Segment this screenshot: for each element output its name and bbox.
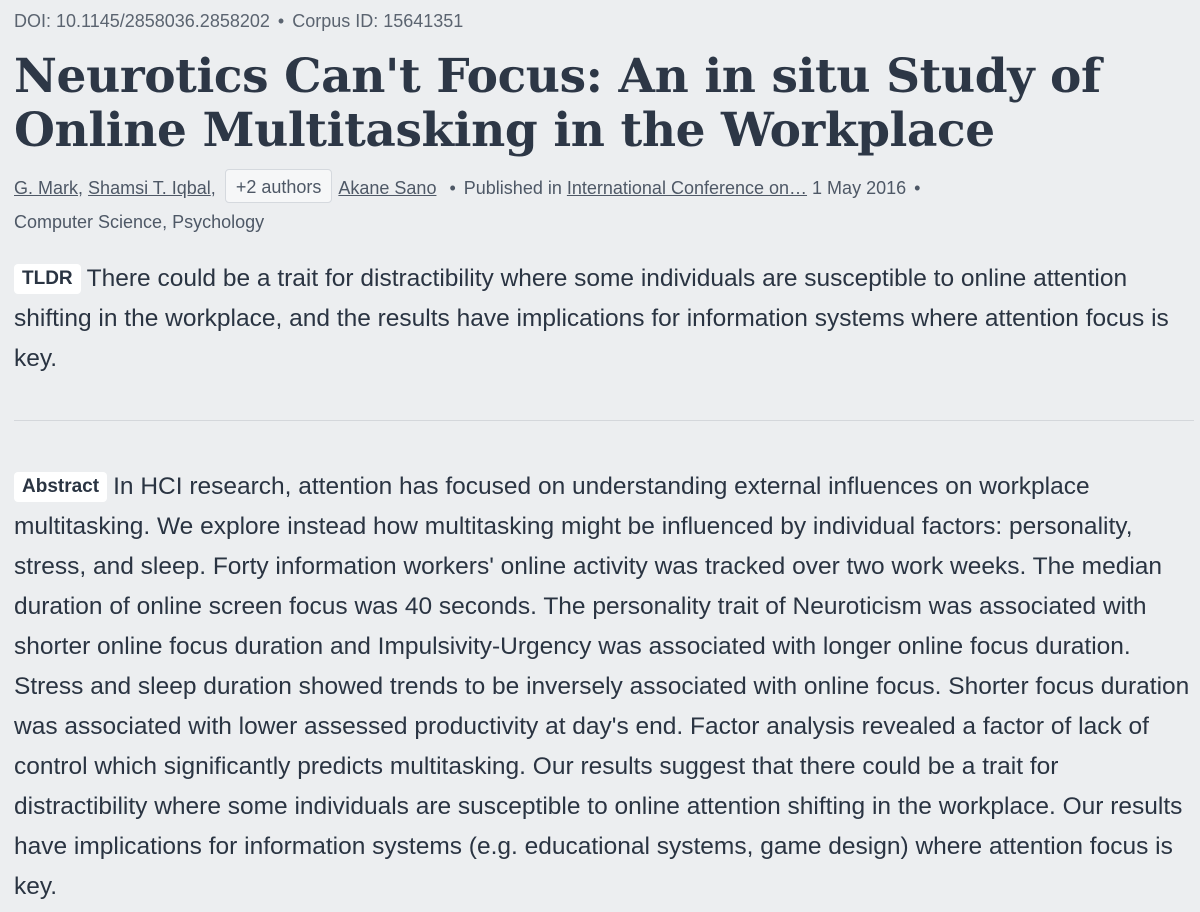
tldr-section (14, 259, 1194, 379)
published-label: Published in (463, 178, 562, 198)
section-divider (14, 420, 1194, 421)
author-list (14, 171, 1194, 239)
publication-date: 1 May 2016 (812, 178, 907, 198)
author-link-mark[interactable]: G. Mark (14, 178, 79, 198)
abstract-section (14, 467, 1194, 907)
author-comma: , (78, 178, 84, 198)
separator-dot: • (914, 178, 921, 198)
tldr-badge: TLDR (14, 264, 81, 294)
abstract-badge: Abstract (14, 472, 107, 502)
separator-dot: • (449, 178, 456, 198)
author-link-iqbal[interactable]: Shamsi T. Iqbal (88, 178, 211, 198)
more-authors-button[interactable]: +2 authors (225, 169, 333, 203)
doi-text[interactable]: DOI: 10.1145/2858036.2858202 (14, 11, 270, 31)
author-link-sano[interactable]: Akane Sano (338, 178, 437, 198)
venue-link[interactable]: International Conference on… (566, 178, 808, 198)
abstract-text: In HCI research, attention has focused on understanding external influences on workplace multitasking. We explore instead how multitasking might be influenced by individual factors: personality, stress, and sleep. Forty information workers' online activity was tracked over two work weeks. The median duration of online screen focus was 40 seconds. The personality trait of Neuroticism was associated with shorter online focus duration and Impulsivity-Urgency was associated with longer online focus duration. Stress and sleep duration showed trends to be inversely associated with online focus. Shorter focus duration was associated with lower assessed productivity at day's end. Factor analysis revealed a factor of lack of control which significantly predicts multitasking. Our results suggest that there could be a trait for distractibility where some individuals are susceptible to online attention shifting in the workplace. Our results have implications for information systems (e.g. educational systems, game design) where attention focus is key. (14, 473, 1190, 900)
corpus-id: Corpus ID: 15641351 (292, 11, 464, 31)
paper-title: Neurotics Can't Focus: An in situ Study of Online Multitasking in the Workplace (14, 49, 1101, 158)
fields-of-study: Computer Science, Psychology (14, 212, 265, 232)
tldr-text: There could be a trait for distractibility where some individuals are susceptible to online attention shifting in the workplace, and the results have implications for information systems where attention focus is key. (14, 265, 1169, 372)
author-comma: , (210, 178, 216, 198)
separator-dot: • (277, 11, 285, 31)
paper-meta-row (14, 11, 463, 32)
